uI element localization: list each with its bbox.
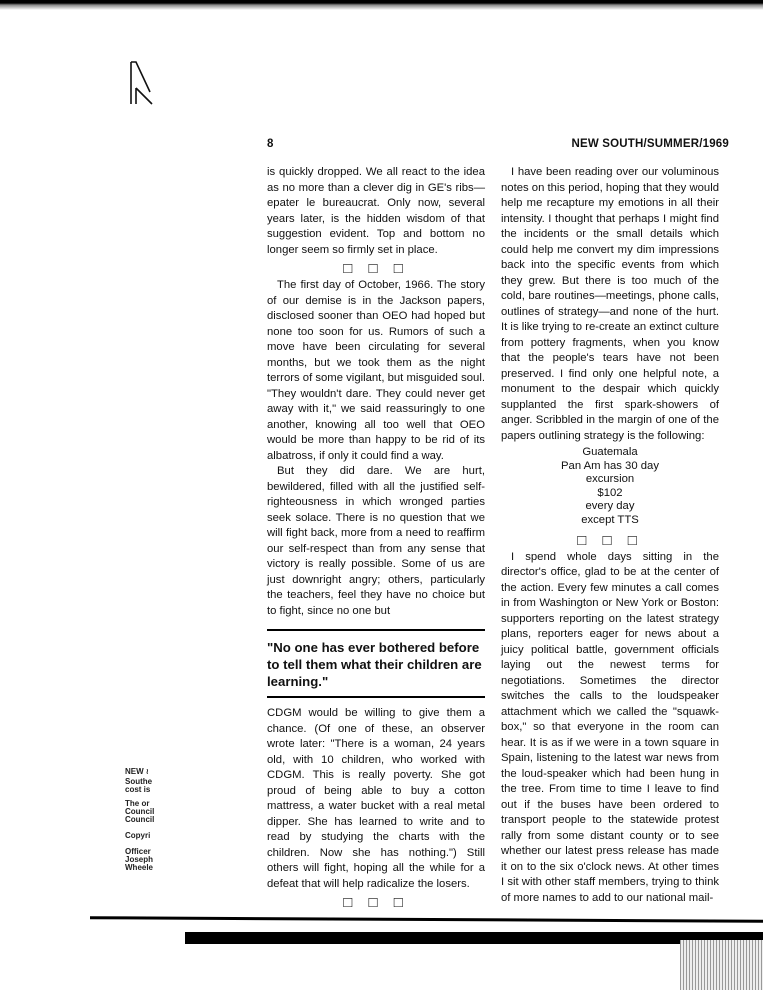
- right-column: [501, 165, 719, 906]
- section-separator: □ □ □: [343, 260, 409, 277]
- paragraph: I have been reading over our voluminous notes on this period, hoping that they would help me recapture my emotions in all their intensity. I thought that perhaps I might find the incidents or the small details which could help me convert my dim impressions back into the specific events from which they grew. But there is too much of the cold, bare routines—meetings, phone calls, outlines of strategy—and none of the hurt. It is like trying to re-create an extinct culture from pottery fragments, when you know that the people's tears have not been preserved. I find only one helpful note, a monument to the despair which quickly supplanted the first spark-showers of anger. Scribbled in the margin of one of the papers outlining strategy is the following:: [501, 166, 719, 442]
- note-line: $102: [597, 486, 623, 499]
- scan-edge-top: [0, 0, 763, 10]
- note-line: Pan Am has 30 day: [561, 459, 659, 472]
- margin-fragment: cost is: [125, 786, 151, 794]
- paragraph: I spend whole days sitting in the director's office, glad to be at the center of the action. Every few minutes a call comes in from Washington or New York or Boston: supporters reporting on the latest strategy plans, reporters eager for news about a juicy political battle, government officials laying out the newest terms for negotiations. Sometimes the director switches the calls to the loudspeaker attachment which we called the "squawk-box," so that everyone in the room can hear. It is as if we were in a town square in Spain, listening to the latest war news from the loud-speaker which had been hung in the tree. From time to time I leave to find out if the buses have been ordered to transport people to the statewide protest rally from some distant county or to see whether our latest press release has made it on to the six o'clock news. At other times I sit with other staff members, trying to think of more names to add to our national mail-: [501, 550, 719, 904]
- left-column: [267, 165, 485, 912]
- scan-edge-bottom: [90, 918, 763, 948]
- margin-fragment: Officer: [125, 848, 151, 856]
- margin-fragment: NEW ≀: [125, 768, 149, 776]
- note-line: Guatemala: [582, 446, 638, 458]
- section-separator: □ □ □: [343, 894, 409, 911]
- section-separator: □ □ □: [577, 531, 643, 549]
- margin-fragment: The or: [125, 800, 150, 808]
- running-head: NEW SOUTH/SUMMER/1969: [571, 138, 729, 150]
- margin-note: [501, 446, 719, 528]
- scan-corner-noise: [680, 940, 763, 990]
- page-header: [267, 138, 729, 152]
- corner-mark-icon: [128, 58, 158, 108]
- margin-fragment: Council: [125, 816, 155, 824]
- margin-fragment: Joseph: [125, 856, 154, 864]
- note-line: except TTS: [581, 513, 639, 526]
- margin-fragment: Copyri: [125, 832, 151, 840]
- page-number: 8: [267, 138, 274, 150]
- note-line: every day: [585, 500, 635, 513]
- margin-fragment: Council: [125, 808, 155, 816]
- paragraph: CDGM would be willing to give them a chance. (Of one of these, an observer wrote later: "There is a woman, 24 years old, with 10 children, who worked with CDGM. This is really poverty. She got proud of being able to buy a cotton mattress, a water bucket with a real metal dipper. She has learned to write and to read by studying the charts with the children. Now she has nothing.") Still others will fight, hoping all the while for a defeat that will help radicalize the losers.: [267, 707, 485, 890]
- margin-fragment: Southe: [125, 778, 153, 786]
- paragraph: is quickly dropped. We all react to the idea as no more than a clever dig in GE's ribs—epater le bureaucrat. Only now, several years later, is the hidden wisdom of that suggestion evident. Top and bottom no longer seem so firmly set in place.: [267, 166, 485, 256]
- paragraph: But they did dare. We are hurt, bewildered, filled with all the justified self-righteousness in which wronged parties seek solace. There is no question that we will fight back, more from a need to reaffirm our self-respect than from any sense that victory is really possible. Some of us are just downright angry; others, particularly the teachers, feel they have no choice but to fight, since no one but: [267, 465, 485, 617]
- paragraph: The first day of October, 1966. The story of our demise is in the Jackson papers, disclosed sooner than OEO had hoped but none too soon for us. Rumors of such a move have been circulating for several months, but we took them as the night terrors of some vigilant, but misguided soul. "They wouldn't dare. They could never get away with it," we said reassuringly to one another, knowing all too well that OEO would be more than happy to be rid of its albatross, if only it could find a way.: [267, 279, 485, 462]
- margin-fragment: Wheele: [125, 864, 154, 872]
- note-line: excursion: [585, 473, 635, 486]
- pull-quote: "No one has ever bothered before to tell them what their children are learning.": [267, 629, 485, 698]
